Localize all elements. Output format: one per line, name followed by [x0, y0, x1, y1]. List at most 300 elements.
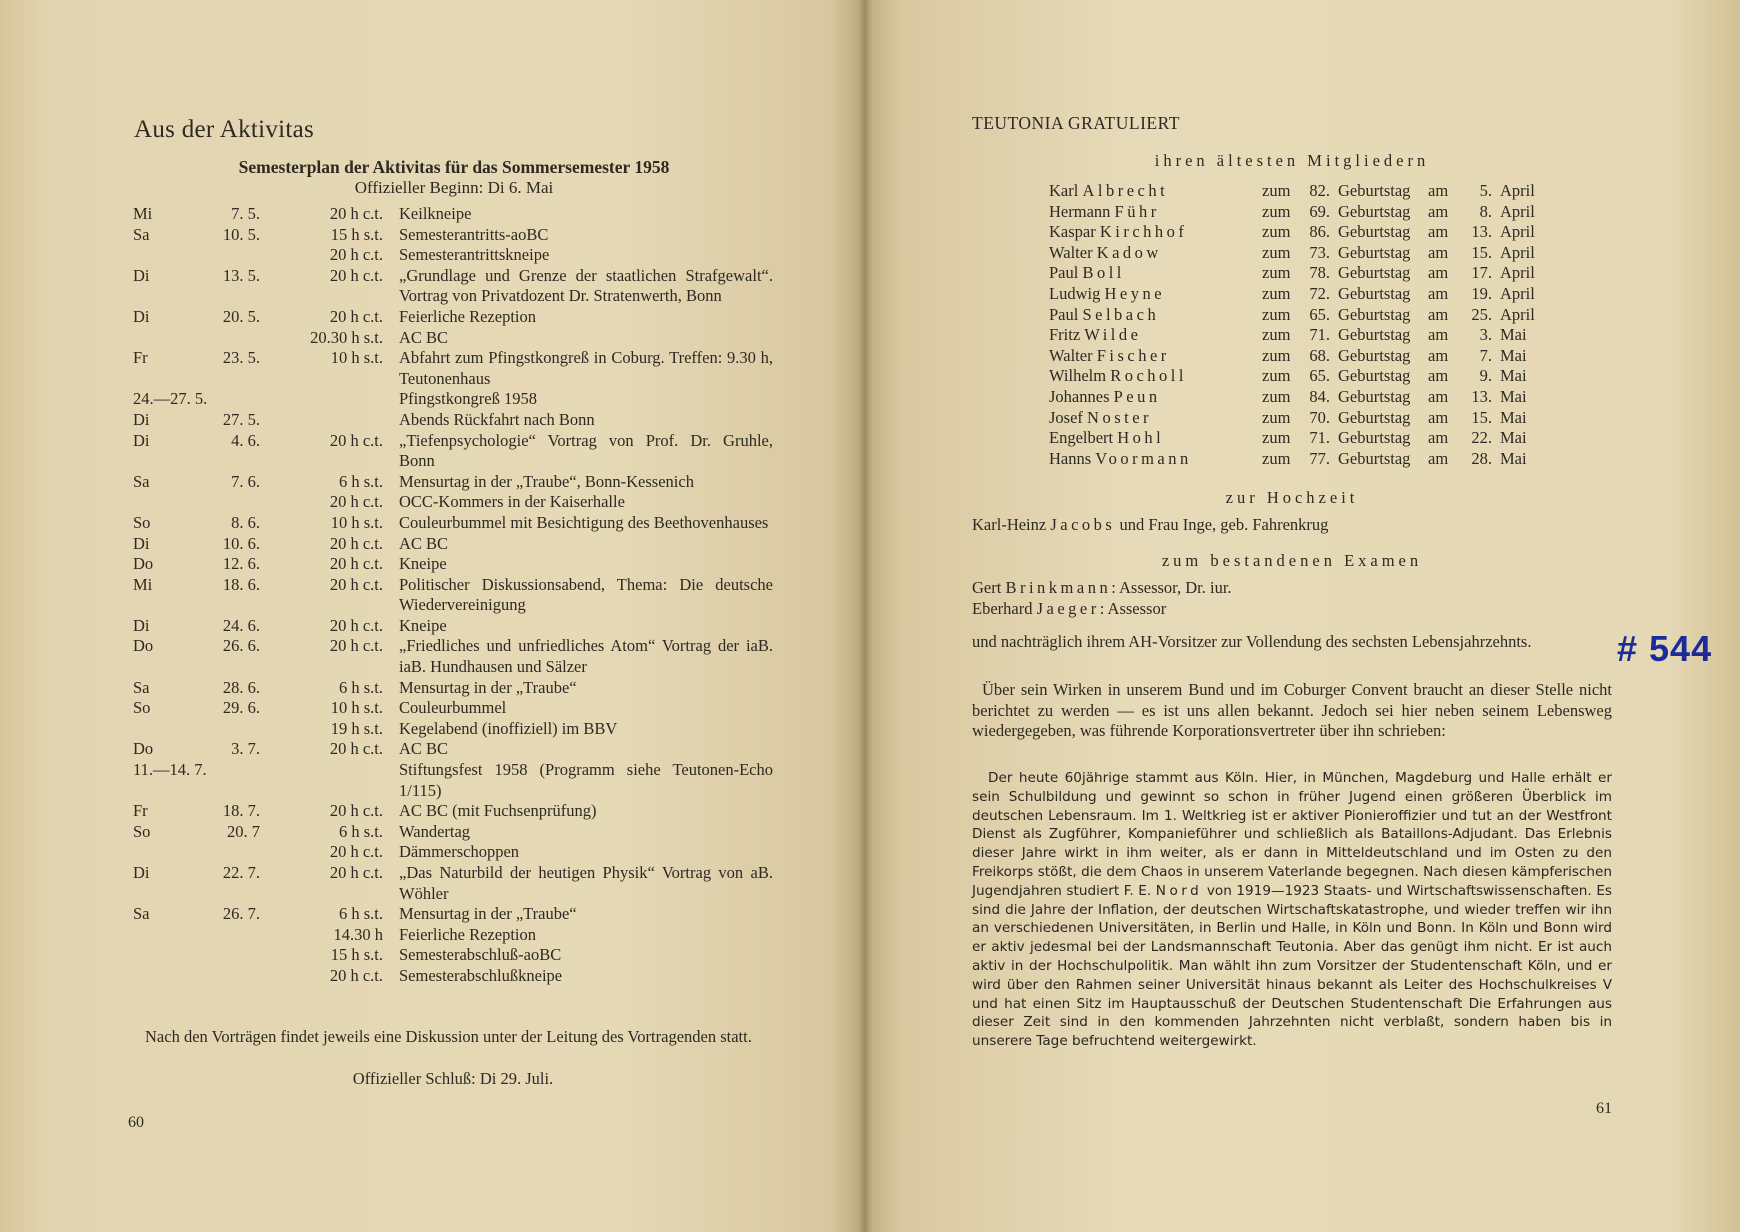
- schedule-date: 28. 6.: [222, 677, 260, 697]
- schedule-time: 20 h c.t.: [329, 306, 383, 326]
- schedule-row: [133, 945, 773, 966]
- birthday-list: [1049, 181, 1549, 469]
- schedule-date: [188, 966, 260, 987]
- birthday-month: Mai: [1500, 407, 1527, 427]
- schedule-row: [133, 534, 773, 555]
- birthday-day: 9.: [1479, 366, 1492, 386]
- schedule-row: [133, 863, 773, 904]
- schedule-date: 8. 6.: [231, 512, 260, 532]
- schedule-row: [133, 431, 773, 472]
- schedule-day: Fr: [133, 801, 148, 821]
- schedule-day: Di: [133, 409, 150, 429]
- birthday-age: 69.: [1309, 201, 1330, 221]
- quote-name: Nord: [1155, 882, 1203, 899]
- birthday-age: 82.: [1309, 181, 1330, 200]
- age-number: 65: [1309, 304, 1326, 324]
- schedule-event: Pfingstkongreß 1958: [399, 389, 537, 409]
- member-last-name: Peun: [1113, 386, 1161, 406]
- member-name: [1049, 181, 1262, 202]
- schedule-time: 20 h c.t.: [329, 801, 383, 821]
- word-geburtstag: Geburtstag: [1338, 201, 1411, 221]
- schedule-row: [133, 698, 773, 719]
- schedule-time: 20 h c.t.: [329, 533, 383, 553]
- schedule-event: Stiftungsfest 1958 (Programm siehe Teutonen-Echo 1/115): [399, 760, 773, 800]
- schedule-time: 20 h c.t.: [329, 430, 383, 450]
- word-am: am: [1428, 283, 1449, 303]
- word-zum: zum: [1262, 263, 1291, 283]
- birthday-month: Mai: [1500, 428, 1527, 448]
- schedule-date: [188, 925, 260, 946]
- schedule-event: Semesterabschluß-aoBC: [399, 945, 562, 965]
- birthday-row: [1049, 222, 1549, 243]
- member-first-name: Walter: [1049, 345, 1093, 365]
- schedule-date: 18. 7.: [222, 801, 260, 821]
- member-last-name: Selbach: [1082, 304, 1160, 324]
- schedule-date: 10. 5.: [222, 224, 260, 244]
- member-name: [1049, 387, 1262, 408]
- left-page: [0, 0, 865, 1232]
- birthday-day: 5.: [1479, 181, 1492, 200]
- member-name: [1049, 263, 1262, 284]
- schedule-event: Wandertag: [399, 821, 471, 841]
- schedule-heading: Semesterplan der Aktivitas für das Sommersemester 1958: [238, 157, 670, 177]
- word-am: am: [1428, 407, 1449, 427]
- schedule-event: Feierliche Rezeption: [399, 306, 536, 326]
- birthday-month: Mai: [1500, 366, 1527, 386]
- schedule-date: 23. 5.: [222, 348, 260, 368]
- birthday-row: [1049, 263, 1549, 284]
- discussion-note: Nach den Vorträgen findet jeweils eine Diskussion unter der Leitung des Vortragenden statt.: [145, 1027, 752, 1046]
- schedule-time: 15 h s.t.: [330, 224, 383, 244]
- member-first-name: Wilhelm: [1049, 366, 1107, 386]
- member-first-name: Paul: [1049, 304, 1079, 324]
- birthday-row: [1049, 202, 1549, 223]
- birthday-age: 78.: [1309, 263, 1330, 283]
- exam-line: [972, 599, 1232, 620]
- word-zum: zum: [1262, 448, 1291, 468]
- schedule-time: 15 h s.t.: [330, 945, 383, 965]
- member-name: [1049, 202, 1262, 223]
- birthday-month: April: [1500, 222, 1535, 242]
- schedule-day: Sa: [133, 904, 150, 924]
- schedule-day: [133, 245, 188, 266]
- schedule-event: Abends Rückfahrt nach Bonn: [399, 409, 595, 429]
- birthday-day: 22.: [1471, 428, 1492, 448]
- member-name: [1049, 284, 1262, 305]
- age-number: 68: [1309, 345, 1326, 365]
- schedule-time: 6 h s.t.: [338, 471, 383, 491]
- wedding-rest: und Frau Inge, geb. Fahrenkrug: [1119, 515, 1329, 534]
- birthday-row: [1049, 305, 1549, 326]
- schedule-date: 7. 6.: [231, 471, 260, 491]
- page-number-left: 60: [128, 1114, 144, 1131]
- word-am: am: [1428, 242, 1449, 262]
- member-first-name: Karl: [1049, 181, 1079, 200]
- schedule-day: Di: [133, 533, 150, 553]
- schedule-event: Mensurtag in der „Traube“: [399, 677, 577, 697]
- word-zum: zum: [1262, 345, 1291, 365]
- birthday-age: 65.: [1309, 366, 1330, 386]
- schedule-row: [133, 245, 773, 266]
- word-geburtstag: Geburtstag: [1338, 304, 1411, 324]
- schedule-date-range: 11.—14. 7.: [133, 760, 207, 780]
- oldest-members-heading: ihren ältesten Mitgliedern: [1154, 151, 1430, 170]
- age-number: 86: [1309, 222, 1326, 242]
- member-last-name: Albrecht: [1082, 181, 1169, 200]
- intro-paragraph: Über sein Wirken in unserem Bund und im Coburger Convent braucht an dieser Stelle nicht berichtet zu werden — es ist uns allen bekannt. Jedoch sei hier neben seinem Lebensweg wiedergegeben, was führende Korporationsvertreter über ihn schrieben:: [972, 680, 1612, 741]
- birthday-day: 15.: [1471, 407, 1492, 427]
- page-title: Aus der Aktivitas: [134, 116, 315, 143]
- schedule-event: Semesterabschlußkneipe: [399, 965, 563, 985]
- age-number: 65: [1309, 366, 1326, 386]
- birthday-row: [1049, 387, 1549, 408]
- age-number: 82: [1309, 181, 1326, 200]
- schedule-time: 20.30 h s.t.: [310, 327, 383, 347]
- schedule-row: [133, 266, 773, 307]
- birthday-day: 8.: [1479, 201, 1492, 221]
- schedule-date: [188, 719, 260, 740]
- schedule-event: Dämmerschoppen: [399, 842, 520, 862]
- birthday-row: [1049, 181, 1549, 202]
- age-number: 77: [1309, 448, 1326, 468]
- word-zum: zum: [1262, 222, 1291, 242]
- word-zum: zum: [1262, 428, 1291, 448]
- birthday-day: 3.: [1479, 325, 1492, 345]
- wedding-first: Karl-Heinz: [972, 515, 1047, 534]
- page-number-right: 61: [1596, 1100, 1612, 1117]
- schedule-day: Mi: [133, 574, 153, 594]
- age-number: 71: [1309, 325, 1326, 345]
- schedule-day: Do: [133, 739, 154, 759]
- schedule-row: [133, 472, 773, 493]
- birthday-age: 72.: [1309, 283, 1330, 303]
- word-geburtstag: Geburtstag: [1338, 242, 1411, 262]
- birthday-day: 19.: [1471, 283, 1492, 303]
- schedule-date: [188, 842, 260, 863]
- member-first-name: Hanns: [1049, 448, 1092, 468]
- age-number: 78: [1309, 263, 1326, 283]
- schedule-row: [133, 513, 773, 534]
- age-number: 84: [1309, 386, 1326, 406]
- schedule-event: Keilkneipe: [399, 204, 472, 223]
- word-am: am: [1428, 366, 1449, 386]
- birthday-age: 73.: [1309, 242, 1330, 262]
- birthday-day: 17.: [1471, 263, 1492, 283]
- schedule-date: 20. 5.: [222, 306, 260, 326]
- word-zum: zum: [1262, 386, 1291, 406]
- exam-first: Gert: [972, 578, 1002, 597]
- schedule-row: [133, 348, 773, 389]
- schedule-time: [260, 410, 399, 431]
- schedule-event: AC BC: [399, 739, 449, 759]
- schedule-day: Di: [133, 615, 150, 635]
- birthday-day: 15.: [1471, 242, 1492, 262]
- word-am: am: [1428, 325, 1449, 345]
- schedule-day: Di: [133, 306, 150, 326]
- birthday-age: 65.: [1309, 304, 1330, 324]
- member-name: [1049, 366, 1262, 387]
- member-name: [1049, 346, 1262, 367]
- schedule-date: [188, 945, 260, 966]
- schedule-day: [133, 925, 188, 946]
- birthday-age: 71.: [1309, 428, 1330, 448]
- schedule-date: [188, 245, 260, 266]
- schedule-time: 20 h c.t.: [329, 636, 383, 656]
- archive-number-stamp: # 544: [1617, 628, 1713, 669]
- schedule-date: [188, 328, 260, 349]
- quote-part-b: von 1919—1923 Staats- und Wirtschaftswissenschaften. Es sind die Jahre der Inflation, der deutschen Wirtschaftskatastrophe, und wieder treffen wir ihn an verschiedenen Universitäten, in Berlin und Halle, in Köln und Bonn. In Köln und Bonn wird er aktiv jedesmal bei der Landsmannschaft Teutonia. Aber das genügt ihm nicht. Er ist auch aktiv in der Hochschulpolitik. Man wählt ihn zum Vorsitzer der Studentenschaft Köln, und er wird über den Rahmen seiner Universität hinaus bekannt als Leiter des Hochschulkreises V und hat einen Sitz im Hauptausschuß der Deutschen Studentenschaft Die Erfahrungen aus dieser Zeit sind in den kommenden Jahrzehnten nicht verblaßt, sondern haben bis in unserere Tage befruchtend weitergewirkt.: [972, 882, 1612, 1050]
- wedding-line: [972, 515, 1328, 535]
- schedule-day: Mi: [133, 204, 153, 223]
- word-geburtstag: Geburtstag: [1338, 366, 1411, 386]
- word-zum: zum: [1262, 325, 1291, 345]
- exam-heading: zum bestandenen Examen: [1161, 551, 1423, 570]
- chairman-paragraph: und nachträglich ihrem AH-Vorsitzer zur Vollendung des sechsten Lebensjahrzehnts.: [972, 632, 1532, 651]
- schedule-date: 20. 7: [227, 821, 260, 841]
- birthday-day: 25.: [1471, 304, 1492, 324]
- birthday-age: 84.: [1309, 386, 1330, 406]
- schedule-time: 6 h s.t.: [338, 904, 383, 924]
- birthday-row: [1049, 243, 1549, 264]
- word-geburtstag: Geburtstag: [1338, 448, 1411, 468]
- schedule-day: Fr: [133, 348, 148, 368]
- birthday-day: 13.: [1471, 386, 1492, 406]
- schedule-day: So: [133, 512, 151, 532]
- schedule-row: [133, 636, 773, 677]
- schedule-day: [133, 966, 188, 987]
- birthday-row: [1049, 366, 1549, 387]
- word-geburtstag: Geburtstag: [1338, 428, 1411, 448]
- schedule-event: Couleurbummel: [399, 698, 507, 718]
- schedule-event: „Friedliches und unfriedliches Atom“ Vortrag der iaB. iaB. Hundhausen und Sälzer: [399, 636, 773, 677]
- schedule-day: Sa: [133, 224, 150, 244]
- exam-last: Jaeger: [1036, 598, 1100, 618]
- schedule-event: „Das Naturbild der heutigen Physik“ Vortrag von aB. Wöhler: [399, 863, 773, 903]
- quoted-biography: [972, 769, 1612, 1051]
- schedule-event: Politischer Diskussionsabend, Thema: Die deutsche Wiedervereinigung: [399, 574, 773, 615]
- schedule-event: Mensurtag in der „Traube“: [399, 904, 577, 924]
- member-first-name: Engelbert: [1049, 428, 1114, 448]
- member-name: [1049, 428, 1262, 449]
- member-first-name: Ludwig: [1049, 283, 1101, 303]
- schedule-event: AC BC: [399, 533, 449, 553]
- schedule-event: Kneipe: [399, 615, 447, 635]
- schedule-day: [133, 492, 188, 513]
- schedule-row: [133, 739, 773, 760]
- member-last-name: Rocholl: [1110, 366, 1187, 386]
- birthday-row: [1049, 346, 1549, 367]
- schedule-time: 20 h c.t.: [329, 492, 383, 512]
- word-am: am: [1428, 345, 1449, 365]
- word-zum: zum: [1262, 242, 1291, 262]
- schedule-time: 20 h c.t.: [329, 739, 383, 759]
- exam-last: Brinkmann: [1005, 578, 1112, 597]
- schedule-time: 6 h s.t.: [338, 677, 383, 697]
- schedule-date: 27. 5.: [222, 409, 260, 429]
- schedule-date: 4. 6.: [231, 430, 260, 450]
- book-gutter: [858, 0, 872, 1232]
- birthday-month: Mai: [1500, 325, 1527, 345]
- member-last-name: Boll: [1082, 263, 1125, 283]
- word-am: am: [1428, 386, 1449, 406]
- member-first-name: Kaspar: [1049, 222, 1096, 242]
- schedule-row: [133, 719, 773, 740]
- birthday-month: Mai: [1500, 345, 1527, 365]
- schedule-day: Di: [133, 265, 150, 285]
- schedule-time: 10 h s.t.: [330, 348, 383, 368]
- schedule-time: 20 h c.t.: [329, 965, 383, 985]
- exam-list: [972, 578, 1232, 619]
- schedule-day: [133, 945, 188, 966]
- schedule-time: 10 h s.t.: [330, 698, 383, 718]
- birthday-age: 70.: [1309, 407, 1330, 427]
- member-name: [1049, 449, 1262, 470]
- schedule-day: So: [133, 698, 151, 718]
- schedule-row: [133, 760, 773, 801]
- age-number: 71: [1309, 428, 1326, 448]
- birthday-age: 68.: [1309, 345, 1330, 365]
- schedule-time: 20 h c.t.: [329, 842, 383, 862]
- schedule-event: Semesterantrittskneipe: [399, 245, 550, 265]
- birthday-row: [1049, 408, 1549, 429]
- schedule-day: Sa: [133, 471, 150, 491]
- schedule-row: [133, 225, 773, 246]
- birthday-row: [1049, 428, 1549, 449]
- birthday-month: April: [1500, 304, 1535, 324]
- member-first-name: Fritz: [1049, 325, 1081, 345]
- birthday-month: April: [1500, 201, 1535, 221]
- exam-first: Eberhard: [972, 598, 1033, 618]
- schedule-event: Couleurbummel mit Besichtigung des Beethovenhauses: [399, 512, 769, 532]
- member-last-name: Fischer: [1096, 345, 1170, 365]
- birthday-age: 77.: [1309, 448, 1330, 468]
- schedule-row: [133, 554, 773, 575]
- birthday-row: [1049, 325, 1549, 346]
- schedule-time: 20 h c.t.: [329, 204, 383, 223]
- word-geburtstag: Geburtstag: [1338, 283, 1411, 303]
- schedule-time: 20 h c.t.: [329, 863, 383, 882]
- schedule-event: „Tiefenpsychologie“ Vortrag von Prof. Dr. Gruhle, Bonn: [399, 430, 773, 471]
- word-zum: zum: [1262, 407, 1291, 427]
- schedule-day: [133, 328, 188, 349]
- official-start: Offizieller Beginn: Di 6. Mai: [354, 178, 554, 197]
- member-last-name: Heyne: [1104, 283, 1166, 303]
- schedule-row: [133, 410, 773, 431]
- schedule-row: [133, 616, 773, 637]
- word-am: am: [1428, 448, 1449, 468]
- schedule-time: 14.30 h: [333, 924, 383, 944]
- schedule-table: [133, 204, 773, 987]
- schedule-time: 10 h s.t.: [330, 512, 383, 532]
- word-zum: zum: [1262, 283, 1291, 303]
- schedule-row: [133, 801, 773, 822]
- schedule-row: [133, 678, 773, 699]
- word-zum: zum: [1262, 201, 1291, 221]
- schedule-row: [133, 842, 773, 863]
- schedule-date: 12. 6.: [222, 554, 260, 574]
- member-name: [1049, 222, 1262, 243]
- member-first-name: Hermann: [1049, 201, 1111, 221]
- word-am: am: [1428, 222, 1449, 242]
- schedule-day: So: [133, 821, 151, 841]
- schedule-row: [133, 492, 773, 513]
- schedule-event: OCC-Kommers in der Kaiserhalle: [399, 492, 625, 512]
- schedule-event: AC BC (mit Fuchsenprüfung): [399, 801, 597, 821]
- schedule-date: 26. 7.: [222, 904, 260, 924]
- schedule-day: Do: [133, 636, 154, 656]
- member-name: [1049, 408, 1262, 429]
- birthday-age: 86.: [1309, 222, 1330, 242]
- member-last-name: Kirchhof: [1099, 222, 1188, 242]
- schedule-time: 20 h c.t.: [329, 245, 383, 265]
- schedule-row: [133, 904, 773, 925]
- schedule-date: [188, 492, 260, 513]
- schedule-event: AC BC: [399, 327, 449, 347]
- birthday-month: April: [1500, 263, 1535, 283]
- schedule-row: [133, 925, 773, 946]
- schedule-row: [133, 328, 773, 349]
- birthday-month: Mai: [1500, 448, 1527, 468]
- quote-part-a: Der heute 60jährige stammt aus Köln. Hier, in München, Magdeburg und Halle erhält er sein Schulbildung und gewinnt so schon in früher Jugend einen größeren Überblick im deutschen Lebensraum. Im 1. Weltkrieg ist er aktiver Pionieroffizier und tut an der Westfront Dienst als Zugführer, Kompanieführer und schließlich als Bataillons-Adjudant. Das Erlebnis dieser Jahre wirkt in ihm weiter, als er dann in Mitteldeutschland und im Osten zu den Freikorps stößt, die dem Chaos in unserem Vaterlande begegnen. Nach diesen kämpferischen Jugendjahren studiert F. E.: [972, 770, 1612, 899]
- schedule-event: „Grundlage und Grenze der staatlichen Strafgewalt“. Vortrag von Privatdozent Dr. Stratenwerth, Bonn: [399, 265, 773, 306]
- schedule-row: [133, 575, 773, 616]
- wedding-heading: zur Hochzeit: [1225, 488, 1359, 507]
- schedule-time: 20 h c.t.: [329, 554, 383, 574]
- birthday-age: 71.: [1309, 325, 1330, 345]
- member-last-name: Noster: [1087, 407, 1153, 427]
- schedule-day: [133, 842, 188, 863]
- word-geburtstag: Geburtstag: [1338, 407, 1411, 427]
- birthday-month: Mai: [1500, 386, 1527, 406]
- exam-rest: : Assessor, Dr. iur.: [1111, 578, 1232, 597]
- schedule-date-range: 24.—27. 5.: [133, 389, 208, 409]
- member-name: [1049, 325, 1262, 346]
- word-zum: zum: [1262, 304, 1291, 324]
- member-last-name: Führ: [1114, 201, 1160, 221]
- schedule-row: [133, 966, 773, 987]
- member-name: [1049, 305, 1262, 326]
- schedule-row: [133, 307, 773, 328]
- schedule-date: 3. 7.: [231, 739, 260, 759]
- schedule-day: Do: [133, 554, 154, 574]
- birthday-day: 13.: [1471, 222, 1492, 242]
- schedule-event: Feierliche Rezeption: [399, 924, 536, 944]
- word-zum: zum: [1262, 181, 1291, 200]
- birthday-month: April: [1500, 283, 1535, 303]
- word-zum: zum: [1262, 366, 1291, 386]
- birthday-day: 7.: [1479, 345, 1492, 365]
- member-first-name: Paul: [1049, 263, 1079, 283]
- member-last-name: Wilde: [1084, 325, 1142, 345]
- word-geburtstag: Geburtstag: [1338, 325, 1411, 345]
- schedule-date: 13. 5.: [222, 265, 260, 285]
- member-first-name: Josef: [1049, 407, 1083, 427]
- exam-line: [972, 578, 1232, 599]
- word-am: am: [1428, 428, 1449, 448]
- schedule-time: 20 h c.t.: [329, 265, 383, 285]
- schedule-date: 18. 6.: [222, 574, 260, 594]
- word-geburtstag: Geburtstag: [1338, 181, 1411, 200]
- word-geburtstag: Geburtstag: [1338, 345, 1411, 365]
- schedule-date: 29. 6.: [222, 698, 260, 718]
- member-last-name: Hohl: [1117, 428, 1165, 448]
- schedule-date: 7. 5.: [231, 204, 260, 223]
- schedule-event: Kneipe: [399, 554, 447, 574]
- official-end: Offizieller Schluß: Di 29. Juli.: [352, 1069, 554, 1088]
- member-last-name: Voormann: [1095, 448, 1192, 468]
- schedule-event: Semesterantritts-aoBC: [399, 224, 549, 244]
- word-am: am: [1428, 263, 1449, 283]
